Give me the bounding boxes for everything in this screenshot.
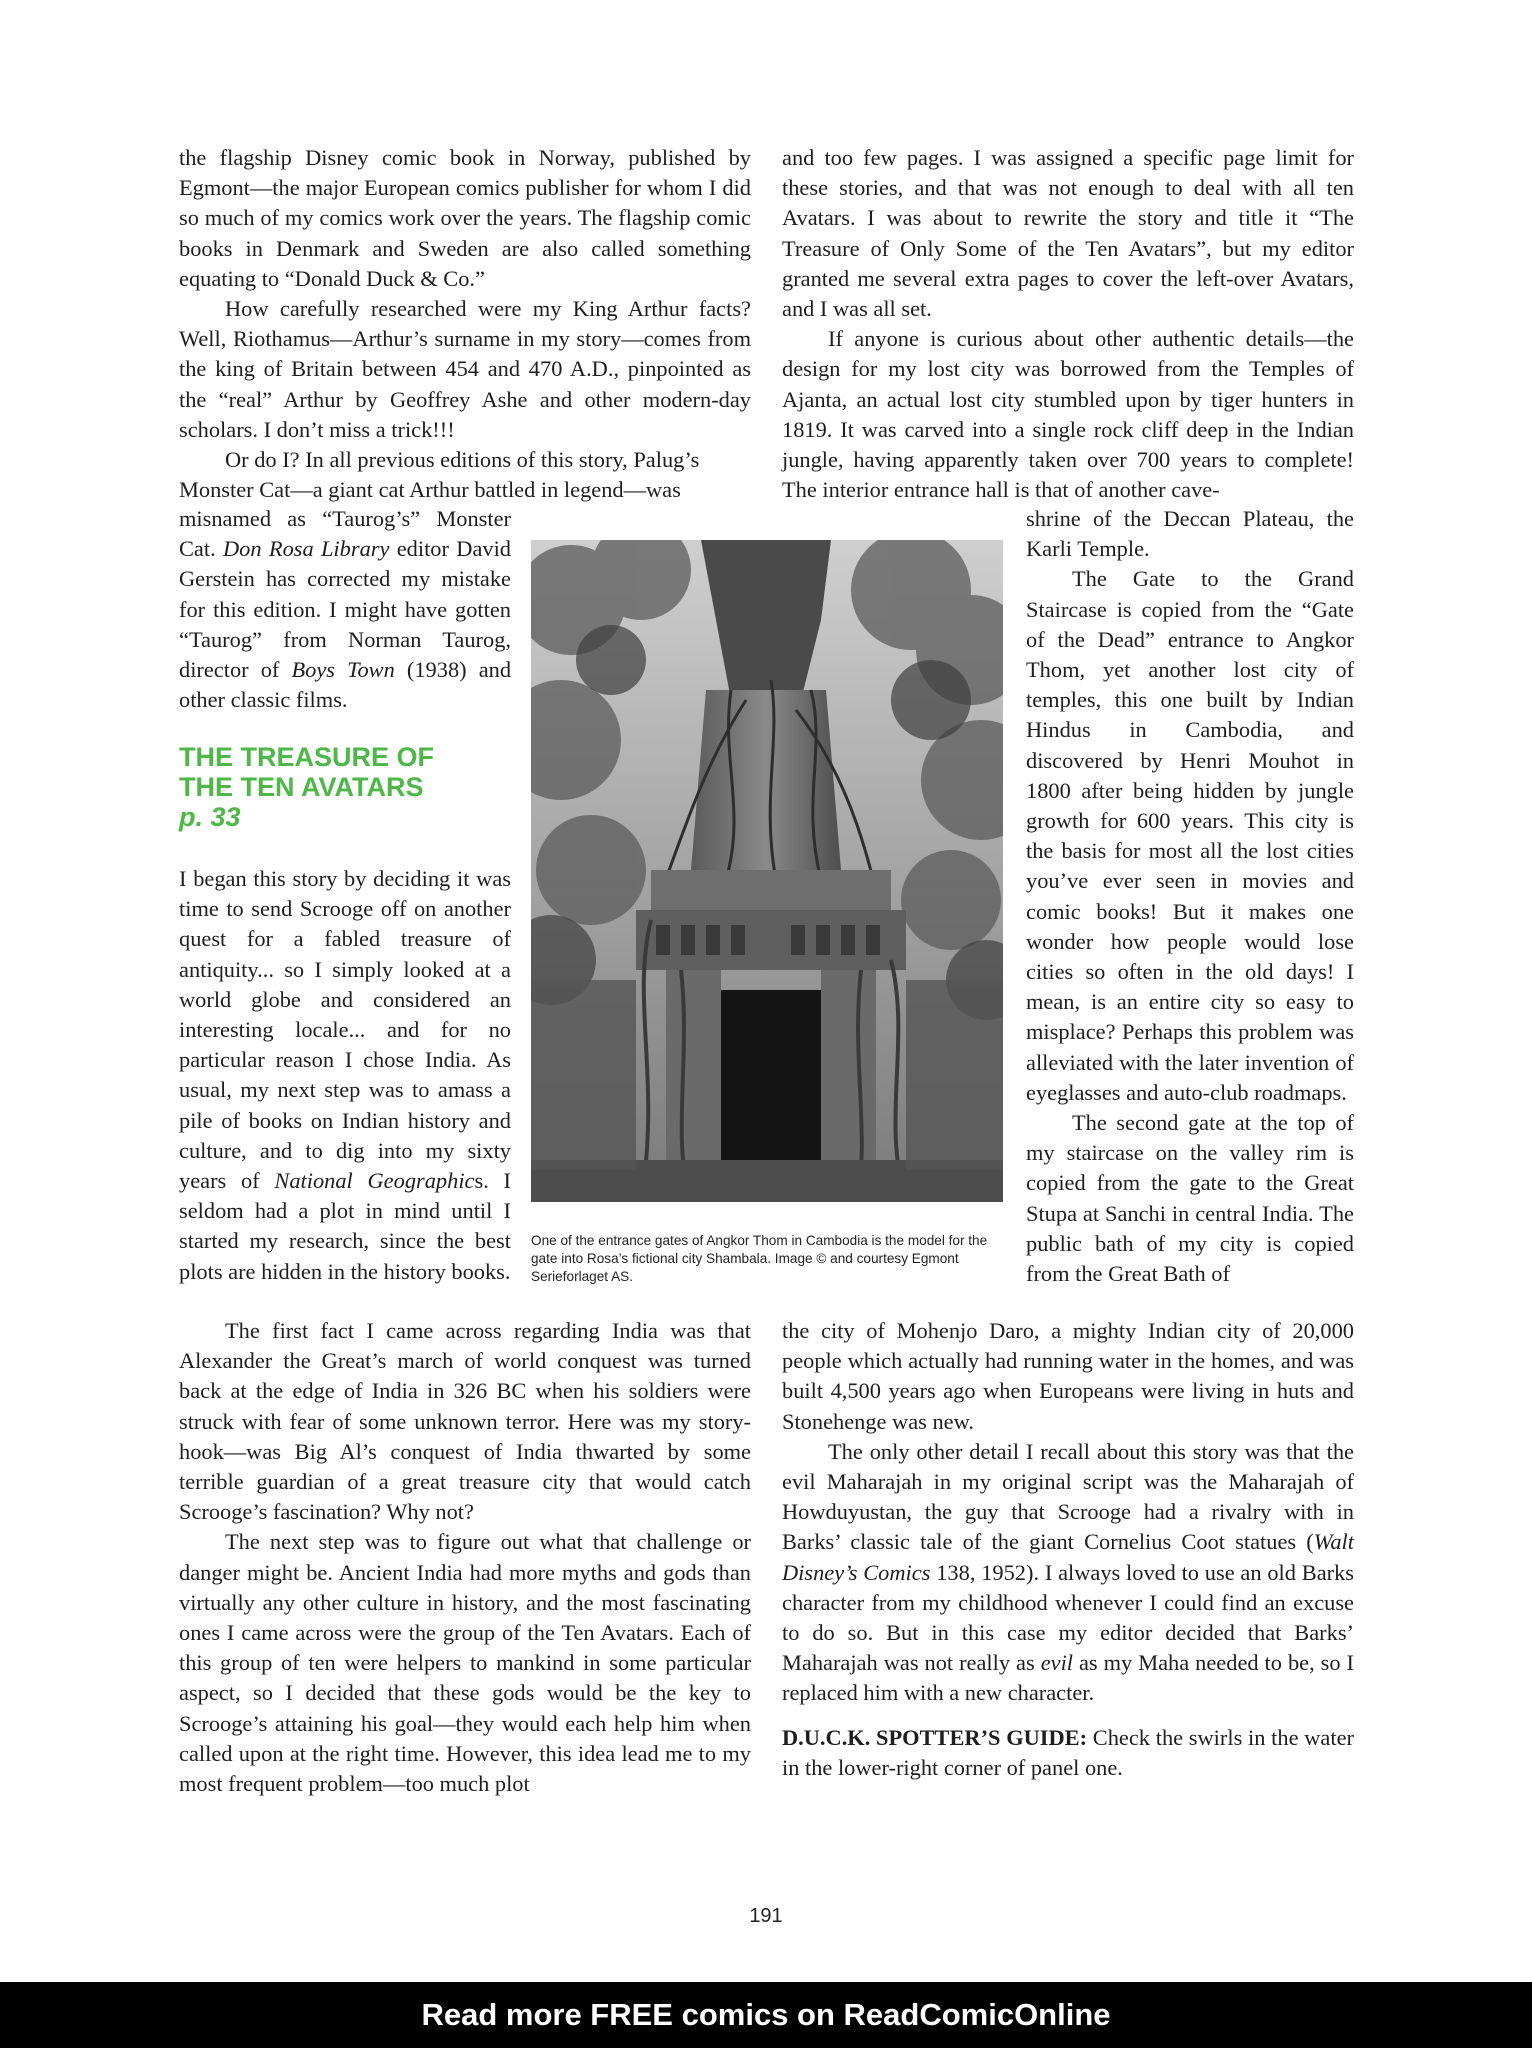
right-column-beside-photo: [1026, 504, 1354, 1289]
text-run: misnamed as “Taurog’s” Monster Cat.: [179, 506, 511, 562]
left-column-beside-photo: [179, 504, 511, 715]
page-number: 191: [749, 1905, 783, 1927]
spotter-guide: [782, 1723, 1354, 1783]
paragraph: How carefully researched were my King Arthur facts? Well, Riothamus—Arthur’s surname in my story—comes from the king of Britain between 454 and 470 A.D., pinpointed as the “real” Arthur by Geoffrey Ashe and other modern-day scholars. I don’t miss a trick!!!: [179, 296, 751, 442]
spotter-text: Check the swirls in the water in the lower-right corner of panel one.: [782, 1724, 1354, 1780]
paragraph: The second gate at the top of my staircase on the valley rim is copied from the gate to the Great Stupa at Sanchi in central India. The public bath of my city is copied from the Great Bath of: [1026, 1110, 1354, 1287]
comic-title: Walt Disney’s Comics: [782, 1529, 1354, 1585]
text-run: (1938) and other classic films.: [179, 657, 512, 713]
paragraph: If anyone is curious about other authentic details—the design for my lost city was borrowed from the Temples of Ajanta, an actual lost city stumbled upon by tiger hunters in 1819. It was carved into a single rock cliff deep in the Indian jungle, having apparently taken over 700 years to complete! The interior entrance hall is that of another cave-: [782, 326, 1354, 503]
right-column-top: [782, 143, 1354, 505]
text-run: 138, 1952). I always loved to use an old Barks character from my childhood whenever I could find an excuse to do so. But in this case my editor decided that Barks’ Maharajah was not really as: [782, 1559, 1355, 1676]
left-column-story: [179, 864, 511, 1287]
paragraph: [179, 864, 511, 1287]
text-run: s. I seldom had a plot in mind until I started my research, since the best plots are hidden in the history books.: [179, 1168, 511, 1284]
heading-page-ref: p. 33: [179, 802, 241, 832]
promo-banner[interactable]: Read more FREE comics on ReadComicOnline: [0, 1982, 1532, 2048]
text-run: editor David Gerstein has corrected my mistake for this edition. I might have gotten “Taurog” from Norman Taurog, director of: [179, 536, 511, 683]
left-column-bottom: [179, 1316, 751, 1799]
section-heading: [179, 742, 519, 832]
book-title: Don Rosa Library: [223, 536, 390, 562]
paragraph: The first fact I came across regarding India was that Alexander the Great’s march of world conquest was turned back at the edge of India in 326 BC when his soldiers were struck with fear of some unknown terror. Here was my story-hook—was Big Al’s conquest of India thwarted by some terrible guardian of a great treasure city that would catch Scrooge’s fascination? Why not?: [179, 1318, 751, 1525]
left-column-top: [179, 143, 751, 505]
paragraph: shrine of the Deccan Plateau, the Karli Temple.: [1026, 506, 1354, 562]
text-run: as my Maha needed to be, so I replaced him with a new character.: [782, 1650, 1355, 1706]
text-line: Monster Cat—a giant cat Arthur battled in legend—was: [179, 477, 681, 503]
temple-gate-photo: [531, 540, 1003, 1202]
text-run: I began this story by deciding it was time to send Scrooge off on another quest for a fabled treasure of antiquity... so I simply looked at a world globe and considered an interesting locale... and for no particular reason I chose India. As usual, my next step was to amass a pile of books on Indian history and culture, and to dig into my sixty years of: [179, 866, 511, 1194]
paragraph: [782, 1437, 1354, 1709]
paragraph: The Gate to the Grand Staircase is copied from the “Gate of the Dead” entrance to Angkor Thom, yet another lost city of temples, this one built by Indian Hindus in Cambodia, and discovered by Henri Mouhot in 1800 after being hidden by jungle growth for 600 years. This city is the basis for most all the lost cities you’ve ever seen in movies and comic books! But it makes one wonder how people would lose cities so often in the old days! I mean, is an entire city so easy to misplace? Perhaps this problem was alleviated with the later invention of eyeglasses and auto-club roadmaps.: [1026, 566, 1354, 1105]
heading-line: THE TEN AVATARS: [179, 772, 424, 802]
text-line: Or do I? In all previous editions of this story, Palug’s: [225, 447, 700, 473]
right-column-bottom: [782, 1316, 1354, 1783]
temple-gate-illustration: [531, 540, 1003, 1202]
emphasis: evil: [1040, 1650, 1074, 1676]
paragraph: the flagship Disney comic book in Norway, published by Egmont—the major European comics publisher for whom I did so much of my comics work over the years. The flagship comic books in Denmark and Sweden are also called something equating to “Donald Duck & Co.”: [179, 145, 751, 291]
photo-caption: One of the entrance gates of Angkor Thom in Cambodia is the model for the gate into Rosa’s fictional city Shambala. Image © and courtesy Egmont Serieforlaget AS.: [531, 1233, 988, 1284]
film-title: Boys Town: [291, 657, 395, 683]
spotter-label: D.U.C.K. SPOTTER’S GUIDE:: [782, 1724, 1088, 1750]
paragraph: and too few pages. I was assigned a specific page limit for these stories, and that was not enough to deal with all ten Avatars. I was about to rewrite the story and title it “The Treasure of Only Some of the Ten Avatars”, but my editor granted me several extra pages to cover the left-over Avatars, and I was all set.: [782, 145, 1354, 322]
magazine-title: National Geographic: [274, 1168, 475, 1194]
paragraph: the city of Mohenjo Daro, a mighty Indian city of 20,000 people which actually had running water in the homes, and was built 4,500 years ago when Europeans were living in huts and Stonehenge was new.: [782, 1318, 1354, 1434]
paragraph: The next step was to figure out what that challenge or danger might be. Ancient India had more myths and gods than virtually any other culture in history, and the most fascinating ones I came across were the group of the Ten Avatars. Each of this group of ten were helpers to mankind in some particular aspect, so I decided that these gods would be the key to Scrooge’s attaining his goal—they would each help him when called upon at the right time. However, this idea lead me to my most frequent problem—too much plot: [179, 1529, 751, 1797]
heading-line: THE TREASURE OF: [179, 742, 435, 772]
paragraph: [179, 445, 751, 505]
text-run: The only other detail I recall about this story was that the evil Maharajah in my original script was the Maharajah of Howduyustan, the guy that Scrooge had a rivalry with in Barks’ classic tale of the giant Cornelius Coot statues (: [782, 1438, 1354, 1555]
paragraph: [179, 504, 511, 715]
